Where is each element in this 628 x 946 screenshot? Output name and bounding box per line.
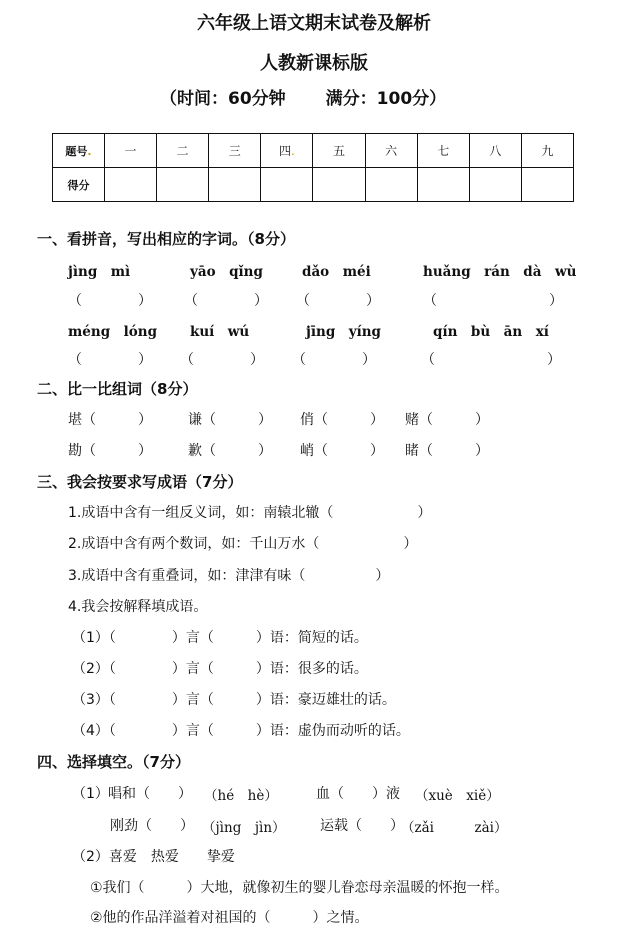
answer-blank[interactable]: （ ）	[68, 293, 152, 309]
pinyin-item: jīng yíng	[306, 324, 381, 340]
time-unit: 分钟	[251, 89, 286, 109]
answer-blank[interactable]: （ ）	[423, 293, 563, 309]
score-cell[interactable]	[105, 168, 157, 202]
word-group-item[interactable]: 勘（ ）	[68, 443, 152, 459]
word-group-item[interactable]: 歉（ ）	[188, 443, 272, 459]
column-header: 三	[209, 134, 261, 168]
pinyin-item: qín bù ān xí	[433, 324, 549, 340]
section-2-heading: 二、比一比组词（8分）	[37, 380, 198, 398]
fill-sentence[interactable]: ①我们（ ）大地，就像初生的婴儿眷恋母亲温暖的怀抱一样。	[90, 880, 509, 896]
score-close: 分）	[412, 89, 447, 109]
question-number-label: 题号.	[53, 134, 105, 168]
idiom-question[interactable]: 1.成语中含有一组反义词，如：南辕北辙（ ）	[68, 505, 432, 521]
column-header: 五	[313, 134, 365, 168]
column-header: 六	[365, 134, 417, 168]
word-group-item[interactable]: 堪（ ）	[68, 412, 152, 428]
score-label: 满分：	[325, 89, 377, 109]
score-table	[52, 133, 574, 202]
score-cell[interactable]	[157, 168, 209, 202]
section-3-heading: 三、我会按要求写成语（7分）	[37, 473, 243, 491]
score-cell[interactable]	[365, 168, 417, 202]
exam-meta	[160, 84, 446, 109]
score-cell[interactable]	[261, 168, 313, 202]
score-table-score-row	[53, 168, 574, 202]
answer-blank[interactable]: （ ）	[184, 293, 268, 309]
score-cell[interactable]	[417, 168, 469, 202]
page-title: 六年级上语文期末试卷及解析	[197, 13, 431, 34]
score-cell[interactable]	[469, 168, 521, 202]
answer-blank[interactable]: （ ）	[421, 352, 561, 368]
score-table-header-row	[53, 134, 574, 168]
section-1-heading: 一、看拼音，写出相应的字词。（8分）	[37, 230, 295, 248]
column-header: 二	[157, 134, 209, 168]
choice-item[interactable]: 刚劲（ ）	[110, 818, 194, 834]
idiom-question: 4.我会按解释填成语。	[68, 599, 208, 615]
column-header: 八	[469, 134, 521, 168]
idiom-question[interactable]: 2.成语中含有两个数词，如：千山万水（ ）	[68, 536, 418, 552]
column-header: 四.	[261, 134, 313, 168]
time-value: 60	[228, 89, 252, 109]
idiom-sub-question[interactable]: （1）（ ）言（ ）语：简短的话。	[72, 630, 368, 646]
section-4-heading: 四、选择填空。（7分）	[37, 753, 190, 771]
column-header: 七	[417, 134, 469, 168]
pinyin-item: yāo qǐng	[190, 264, 263, 280]
score-label-cell: 得分	[53, 168, 105, 202]
score-cell[interactable]	[209, 168, 261, 202]
pinyin-item: jìng mì	[68, 264, 131, 280]
choice-pinyin: （zǎi zài）	[401, 820, 508, 836]
score-cell[interactable]	[313, 168, 365, 202]
idiom-sub-question[interactable]: （2）（ ）言（ ）语：很多的话。	[72, 661, 368, 677]
score-value: 100	[376, 89, 413, 109]
idiom-question[interactable]: 3.成语中含有重叠词，如：津津有味（ ）	[68, 568, 390, 584]
pinyin-item: méng lóng	[68, 324, 158, 340]
pinyin-item: kuí wú	[190, 324, 250, 340]
choice-item[interactable]: 血（ ）液	[316, 786, 400, 802]
pinyin-item: dǎo méi	[302, 264, 371, 280]
answer-blank[interactable]: （ ）	[292, 352, 376, 368]
answer-blank[interactable]: （ ）	[180, 352, 264, 368]
answer-blank[interactable]: （ ）	[296, 293, 380, 309]
word-group-item[interactable]: 赌（ ）	[405, 412, 489, 428]
column-header: 九	[521, 134, 573, 168]
choice-item[interactable]: 唱和（ ）	[108, 786, 192, 802]
choice-word-list: （2）喜爱 热爱 挚爱	[72, 849, 235, 865]
choice-pinyin: （jìng jìn）	[202, 820, 286, 836]
answer-blank[interactable]: （ ）	[68, 352, 152, 368]
choice-pinyin: （xuè xiě）	[415, 788, 500, 804]
word-group-item[interactable]: 睹（ ）	[405, 443, 489, 459]
time-label: （时间：	[160, 89, 228, 109]
pinyin-item: huǎng rán dà wù	[423, 264, 577, 280]
column-header: 一	[105, 134, 157, 168]
page-subtitle: 人教新课标版	[260, 53, 368, 74]
choice-question-number: （1）	[72, 786, 109, 802]
idiom-sub-question[interactable]: （4）（ ）言（ ）语：虚伪而动听的话。	[72, 723, 410, 739]
score-cell[interactable]	[521, 168, 573, 202]
word-group-item[interactable]: 谦（ ）	[188, 412, 272, 428]
choice-item[interactable]: 运载（ ）	[320, 818, 404, 834]
choice-pinyin: （hé hè）	[204, 788, 278, 804]
word-group-item[interactable]: 峭（ ）	[300, 443, 384, 459]
idiom-sub-question[interactable]: （3）（ ）言（ ）语：豪迈雄壮的话。	[72, 692, 396, 708]
fill-sentence[interactable]: ②他的作品洋溢着对祖国的（ ）之情。	[90, 910, 369, 926]
word-group-item[interactable]: 俏（ ）	[300, 412, 384, 428]
